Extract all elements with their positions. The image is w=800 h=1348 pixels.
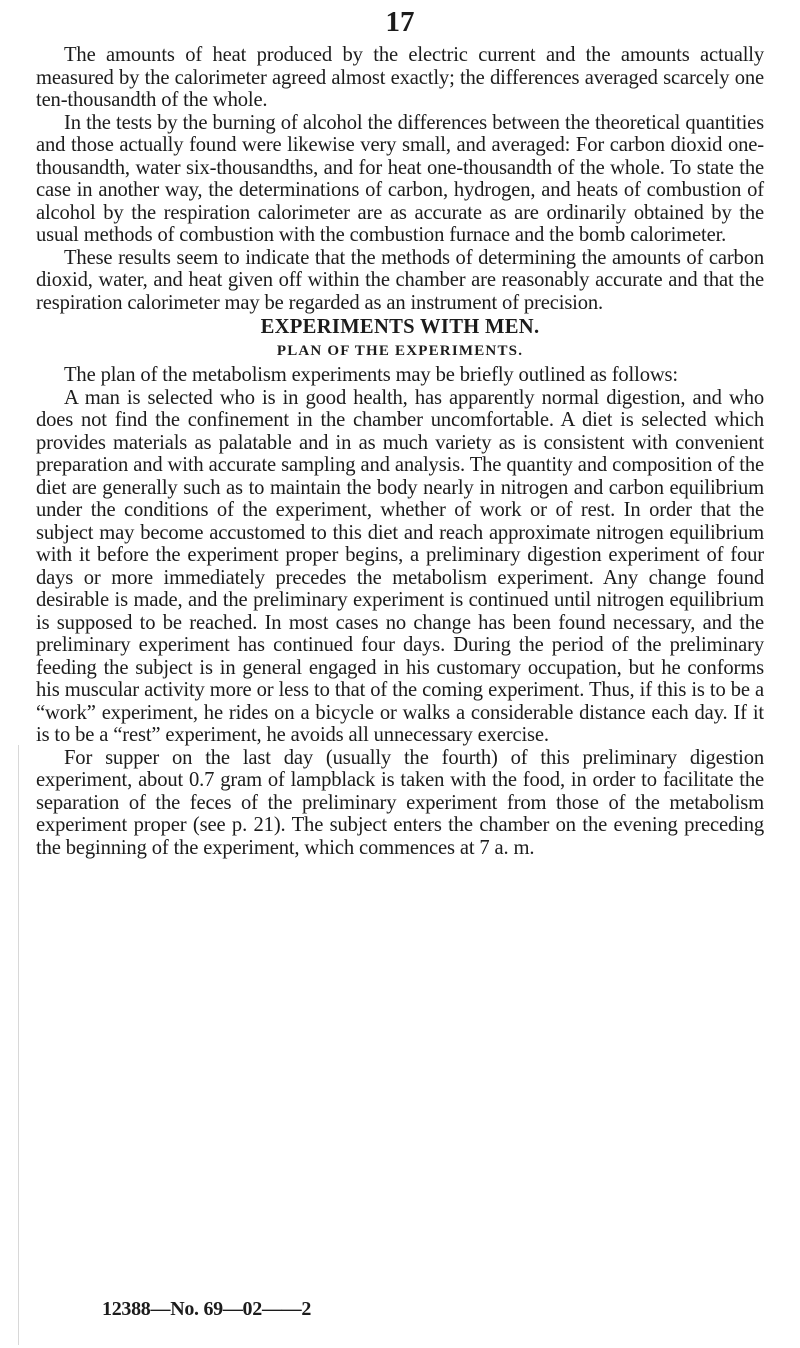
page-number: 17 (385, 6, 415, 38)
paragraph-calibration-results: The amounts of heat produced by the electric current and the amounts actually measured by the calorimeter agreed almost exactly; the differences averaged scarcely one ten-thousandth of the whole. (36, 44, 764, 111)
section-subheading: PLAN OF THE EXPERIMENTS. (276, 343, 524, 359)
gutter-shadow (18, 745, 19, 1345)
paragraph-lampblack-procedure: For supper on the last day (usually the fourth) of this preliminary digestion experiment, about 0.7 gram of lampblack is taken with the food, in order to facilitate the separation of the feces of the preliminary experiment from those of the metabolism experiment proper (see p. 21). The subject enters the chamber on the evening preceding the beginning of the experiment, which commences at 7 a. m. (36, 746, 764, 859)
paragraph-alcohol-tests: In the tests by the burning of alcohol the differences between the theoretical quantities and those actually found were likewise very small, and averaged: For carbon dioxid one-thousandth, water six-thousandths, and for heat one-thousandth of the whole. To state the case in another way, the determinations of carbon, hydrogen, and heats of combustion of alcohol by the respiration calorimeter are as accurate as are ordinarily obtained by the usual methods of combustion with the combustion furnace and the bomb calorimeter. (36, 111, 764, 246)
paragraph-plan-intro: The plan of the metabolism experiments may be briefly outlined as follows: (64, 364, 678, 386)
section-heading: EXPERIMENTS WITH MEN. (260, 316, 540, 338)
paragraph-subject-selection: A man is selected who is in good health, has apparently normal digestion, and who does not find the confinement in the chamber uncomfortable. A diet is selected which provides materials as palatable and in as much variety as is consistent with convenient preparation and with accurate sampling and analysis. The quantity and composition of the diet are generally such as to maintain the body nearly in nitrogen and carbon equilibrium under the conditions of the experiment, whether of work or of rest. In order that the subject may become accustomed to this diet and reach approximate nitrogen equilibrium with it before the experiment proper begins, a preliminary digestion experiment of four days or more immediately precedes the metabolism experiment. Any change found desirable is made, and the preliminary experiment is continued until nitrogen equilibrium is supposed to be reached. In most cases no change has been found necessary, and the preliminary experiment has continued four days. During the period of the preliminary feeding the subject is in general engaged in his customary occupation, but he conforms his muscular activity more or less to that of the coming experiment. Thus, if this is to be a “work” experiment, he rides on a bicycle or walks a considerable distance each day. If it is to be a “rest” experiment, he avoids all unnecessary exercise. (36, 386, 764, 746)
page-body (36, 44, 764, 859)
printer-signature-line: 12388—No. 69—02——2 (102, 1298, 312, 1320)
paragraph-precision-conclusion: These results seem to indicate that the methods of determining the amounts of carbon dioxid, water, and heat given off within the chamber are reasonably accurate and that the respiration calorimeter may be regarded as an instrument of precision. (36, 246, 764, 314)
